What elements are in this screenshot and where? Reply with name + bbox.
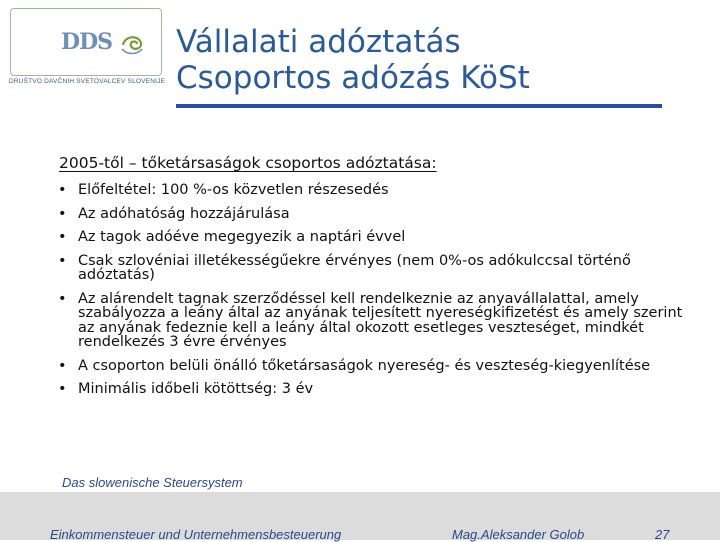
list-item-text: Minimális időbeli kötöttség: 3 év xyxy=(78,381,314,397)
logo-mark: DDS xyxy=(61,29,113,55)
list-item xyxy=(58,230,688,245)
title-line-1: Vállalati adóztatás xyxy=(176,24,461,60)
list-item xyxy=(58,254,688,283)
bullet-marker: • xyxy=(58,381,67,397)
footer-author: Mag.Aleksander Golob xyxy=(452,527,585,542)
list-item-text: Az tagok adóéve megegyezik a naptári évvel xyxy=(78,229,406,245)
footer-topic: Das slowenische Steuersystem xyxy=(62,475,243,490)
bullet-marker: • xyxy=(58,290,67,307)
list-item xyxy=(58,382,688,397)
bullet-list xyxy=(58,183,688,406)
bullet-marker: • xyxy=(58,205,67,222)
footer-page-number: 27 xyxy=(655,527,670,542)
list-item-text: Az adóhatóság hozzájárulása xyxy=(78,205,290,222)
list-item xyxy=(58,359,688,374)
bullet-marker: • xyxy=(58,252,67,269)
list-item xyxy=(58,292,688,350)
list-item-text: Előfeltétel: 100 %-os közvetlen részesedés xyxy=(78,182,389,198)
list-item xyxy=(58,207,688,222)
list-item xyxy=(58,183,688,198)
logo-caption: DRUŠTVO DAVČNIH SVETOVALCEV SLOVENIJE xyxy=(8,78,166,85)
slide-title xyxy=(176,24,530,96)
title-underline-rule xyxy=(176,104,662,108)
bullet-marker: • xyxy=(58,182,67,198)
title-line-2: Csoportos adózás KöSt xyxy=(176,60,530,96)
list-item-text: Csak szlovéniai illetékességűekre érvényes (nem 0%-os adókulccsal történő adóztatás) xyxy=(78,252,631,283)
bullet-marker: • xyxy=(58,357,67,374)
dds-logo xyxy=(4,6,170,92)
logo-swirl-icon xyxy=(119,31,145,57)
footer-course: Einkommensteuer und Unternehmensbesteuerung xyxy=(50,527,342,542)
logo-frame xyxy=(10,8,162,76)
list-item-text: A csoporton belüli önálló tőketársaságok nyereség- és veszteség-kiegyenlítése xyxy=(78,357,651,374)
list-item-text: Az alárendelt tagnak szerződéssel kell rendelkeznie az anyavállalattal, amely szabályozza a leány által az anyának teljesített nyereségkifizetést és amely szerint az anyának fedeznie kell a leány által okozott esetleges veszteséget, mindkét rendelkezés 3 évre érvényes xyxy=(78,290,683,350)
section-heading: 2005-től – tőketársaságok csoportos adóztatása: xyxy=(59,154,437,172)
bullet-marker: • xyxy=(58,229,67,245)
